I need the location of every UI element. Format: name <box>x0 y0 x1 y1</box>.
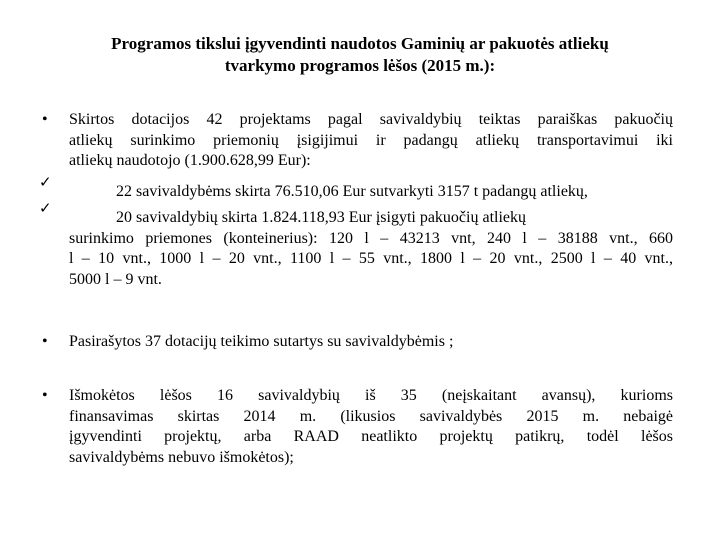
page-title <box>50 33 670 77</box>
sub-item-line: 5000 l – 9 vnt. <box>69 270 162 288</box>
bullet-icon: • <box>42 387 48 404</box>
list-item-line: Skirtos dotacijos 42 projektams pagal savivaldybių teiktas paraiškas pakuočių <box>69 111 673 128</box>
list-item-line: finansavimas skirtas 2014 m. (likusios savivaldybės 2015 m. nebaigė <box>69 407 673 425</box>
bullet-icon: • <box>42 111 48 128</box>
checkmark-icon: ✓ <box>39 173 52 191</box>
sub-item-line: surinkimo priemones (konteinerius): 120 l – 43213 vnt, 240 l – 38188 vnt., 660 <box>69 229 673 247</box>
list-item-line: atliekų naudotojo (1.900.628,99 Eur): <box>69 152 311 169</box>
bullet-icon: • <box>42 333 48 350</box>
list-item-ismoketos <box>69 386 673 468</box>
title-line-2: tvarkymo programos lėšos (2015 m.): <box>224 56 496 75</box>
list-item-sutartys <box>69 332 673 353</box>
list-item-line: Išmokėtos lėšos 16 savivaldybių iš 35 (neįskaitant avansų), kurioms <box>69 387 673 404</box>
sub-item-line: 20 savivaldybių skirta 1.824.118,93 Eur įsigyti pakuočių atliekų <box>116 209 527 226</box>
sub-item-padangos <box>69 182 673 203</box>
sub-item-line: 22 savivaldybėms skirta 76.510,06 Eur sutvarkyti 3157 t padangų atliekų, <box>116 183 588 200</box>
list-item-line: savivaldybėms nebuvo išmokėtos); <box>69 448 294 466</box>
title-line-1: Programos tikslui įgyvendinti naudotos Gaminių ar pakuotės atliekų <box>111 34 609 53</box>
list-item-dotacijos <box>69 110 673 172</box>
list-item-line: Pasirašytos 37 dotacijų teikimo sutartys su savivaldybėmis ; <box>69 333 454 350</box>
sub-item-konteineriai <box>69 208 673 290</box>
checkmark-icon: ✓ <box>39 199 52 217</box>
sub-item-line: l – 10 vnt., 1000 l – 20 vnt., 1100 l – 55 vnt., 1800 l – 20 vnt., 2500 l – 40 vnt., <box>69 250 673 267</box>
list-item-line: atliekų surinkimo priemonių įsigijimui ir padangų atliekų transportavimui iki <box>69 131 673 149</box>
list-item-line: įgyvendinti projektų, arba RAAD neatlikto projektų patikrų, todėl lėšos <box>69 428 673 445</box>
